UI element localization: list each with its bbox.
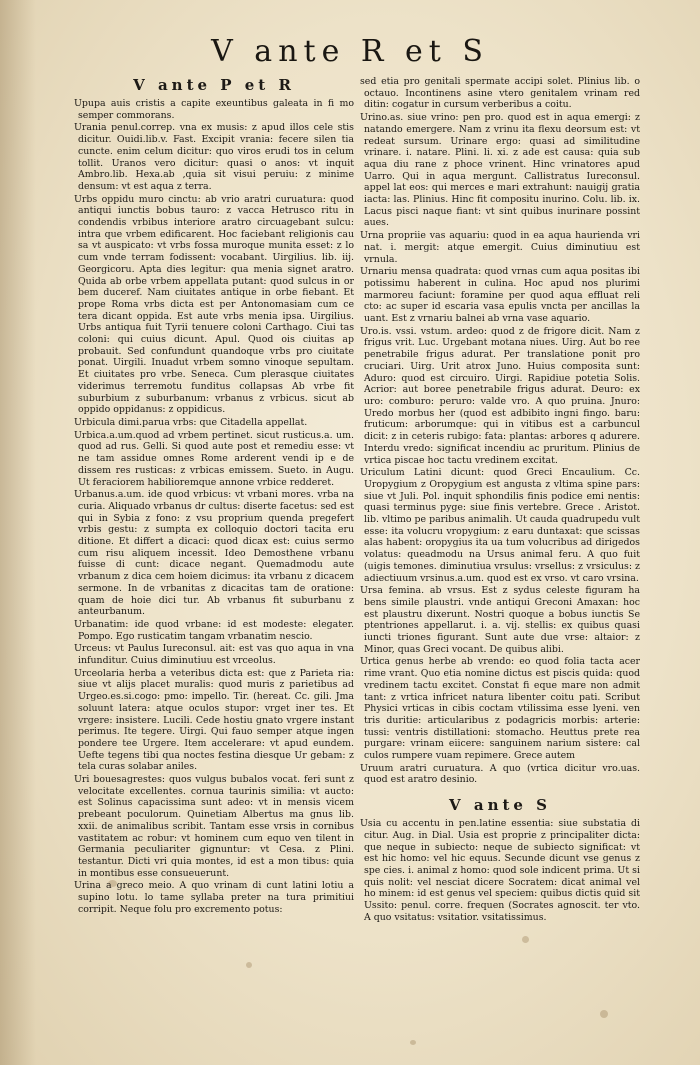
dictionary-entry: Urbanatim: ide quod vrbane: id est modeste: elegater. Pompo. Ego rusticatim tangam vrbanatim nescio.	[74, 618, 354, 642]
dictionary-entry: Uro.is. vssi. vstum. ardeo: quod z de frigore dicit. Nam z frigus vrit. Luc. Urgebant motana niues. Uirg. Aut bo ree penetrabile frigus adurat. Per translatione ponit pro cruciari. Uirg. Urit atrox Juno. Huius composita sunt: Aduro: quod est circuiro. Uirgi. Rapidiue potetia Solis. Acrior: aut boree penetrabile frigus adurat. Deuro: ex uro: comburo: peruro: valde vro. A quo pruina. Jnuro: Uredo morbus her (quod est adbibito ingni fingo. baru: fruticum: arborumque: qui in vitibus est a carbuncul dicit: z in ceteris rubigo: fata: plantas: arbores q adurere. Interdu vredo: significat incendiu ac pruritum. Plinius de vrtica piscae hoc tactu vredinem excitat.	[360, 325, 640, 466]
dictionary-entry: Uriculum Latini dicunt: quod Greci Encaulium. Cc. Uropygium z Oropygium est angusta z vltima spine pars: siue vt Juli. Pol. inquit sphondilis finis podice emi nentis: quasi terminus pyge: siue finis vertebre. Grece . Aristot. lib. vltimo pe paribus animalih. Ut cauda quadrupedu vult esse: ita volucru vropygium: z earu duntaxat: que scissas alas habent: oropygius ita ua tum volucribus ad dirigedos volatus: queadmodu na Ursus animal feru. A quo fuit (uigis temones. diminutiua vrsulus: vrsellus: z vrsiculus: z adiectiuum vrsinus.a.um. quod est ex vrso. vt caro vrsina.	[360, 467, 640, 584]
dictionary-entry: Urbs oppidu muro cinctu: ab vrio aratri curuatura: quod antiqui iunctis bobus tauro: z vacca Hetrusco ritu in condendis vrbibus interiore aratro circuagebant sulcu: intra que vrbem edificarent. Hoc faciebant religionis cau sa vt auspicato: vt vrbs fossa muroque munita esset: z lo cum vnde terram fodissent: vocabant. Uirgilius. lib. iij. Georgicoru. Apta dies legitur: qua menia signet aratro. Quida ab orbe vrbem appellata putant: quod sulcus in or bem duceref. Nam ciuitates antique in orbe fiebant. Et prope Roma vrbs dicta est per Antonomasiam cum ce tera dicant oppida. Est aute vrbs menia ipsa. Uirgilius. Urbs antiqua fuit Tyrii tenuere coloni Carthago. Ciui tas coloni: qui cuius dicunt. Apul. Quod ois ciuitas ap probauit. Sed confundunt quandoque vrbs pro ciuitate ponat. Uirgili. Inuadut vrbem somno vinoque sepultam. Et ciuitates pro vrbe. Seneca. Cum plerasque ciuitates viderimus terremotu funditus collapsas Ab vrbe fit suburbium z suburbanum: vrbanus z vrbicus. sicut ab oppido oppidanus: z oppidicus.	[74, 193, 354, 416]
dictionary-entry: Usia cu accentu in pen.latine essentia: siue substatia di citur. Aug. in Dial. Usia est proprie z principaliter dicta: que neque in subiecto: neque de subiecto significat: vt est hic homo: vel hic equus. Secunde dicunt vse genus z spe cies. i. animal z homo: quod sole indicent prima. Ut si quis nolit: vel nesciat dicere Socratem: dicat animal vel ho minem: id est genus vel speciem: quibus dictis quid sit Ussito: penul. corre. frequen (Socrates agnoscit. ter vto. A quo vsitatus: vsitatior. vsitatissimus.	[360, 818, 640, 923]
dictionary-entry: Urceus: vt Paulus Iureconsul. ait: est vas quo aqua in vna infunditur. Cuius diminutiuu est vrceolus.	[74, 643, 354, 667]
dictionary-entry: Urania penul.correp. vna ex musis: z apud illos cele stis dicitur. Ouidi.lib.v. Fast. Excipit vrania: fecere silen tia cuncte. enim celum dicitur: quo viros erudi tos in celum tollit. Uranos vero dicitur: quasi o anos: vt inquit Ambro.lib. Hexa.ab ,quia sit visui peruiu: z minime densum: vt est aqua z terra.	[74, 122, 354, 192]
dictionary-entry: Urbica.a.um.quod ad vrbem pertinet. sicut rusticus.a. um. quod ad rus. Gelli. Si quod aute post et remediu esse: vt ne tam assidue omnes Rome arderent vendi ip e de dissem res rusticas: z vrbicas emissem. Sueto. in Augu. Ut feraciorem habilioremque annone vrbice redderet.	[74, 429, 354, 488]
foxing-stain	[410, 1040, 416, 1045]
dictionary-entry: Ursa femina. ab vrsus. Est z sydus celeste figuram ha bens simile plaustri. vnde antiqui Greconi Amaxan: hoc est plaustru dixerunt. Nostri quoque a bobus iunctis Se ptentriones appellarut. i. a. vij. stellis: ex quibus quasi iuncti triones figurant. Sunt aute due vrse: altaior: z Minor, quas Greci vocant. De quibus alibi.	[360, 585, 640, 655]
foxing-stain	[600, 1010, 608, 1018]
foxing-stain	[246, 962, 252, 968]
dictionary-entry: Uri bouesagrestes: quos vulgus bubalos vocat. feri sunt z velocitate excellentes. cornua taurinis similia: vt aucto: est Solinus capacissima sunt adeo: vt in mensis vicem prebeant poculorum. Quinetiam Albertus ma gnus lib. xxii. de animalibus scribit. Tantam esse vrsis in cornibus vastitatem ac robur: vt hominem cum equo ven tilent in Germania peculiariter gignuntur: vt Cesa. z Plini. testantur. Dicti vri quia montes, id est a mon tibus: quia in montibus esse consueuerunt.	[74, 774, 354, 879]
dictionary-entry: Uruum aratri curuatura. A quo (vrtica dicitur vro.uas. quod est aratro desinio.	[360, 762, 640, 786]
dictionary-entry: Urnariu mensa quadrata: quod vrnas cum aqua positas ibi potissimu haberent in culina. Hoc apud nos plurimi marmoreu faciunt: foramine per quod aqua effluat reli cto: ac super id escaria vasa epulis vncta per ancillas la uant. Est z vrnariu balnei ab vrna vase aquario.	[360, 266, 640, 325]
dictionary-entry: sed etia pro genitali spermate accipi solet. Plinius lib. o octauo. Incontinens asine vtero genitalem vrinam red ditin: cogatur in cursum verberibus a coitu.	[360, 76, 640, 111]
dictionary-entry: Urino.as. siue vrino: pen pro. quod est in aqua emergi: z natando emergere. Nam z vrinu ita flexu deorsum est: vt redeat sursum. Urinare ergo: quasi ad similitudine vrinare. i. natare. Plini. li. xi. z ade est causa: quia sub aqua diu rane z phoce vrinent. Hinc vrinatores apud Uarro. Qui in aqua mergunt. Callistratus Iureconsul. appel lat eos: qui merces e mari extrahunt: nauigij gratia iacta: las. Plinius. Hinc fit compositu inurino. Colu. lib. ix. Lacus pisci naque fiant: vt sint quibus inurinare possint aues.	[360, 112, 640, 229]
dictionary-entry: Urtica genus herbe ab vrendo: eo quod folia tacta acer rime vrant. Quo etia nomine dictus est piscis quida: quod vredinem tactu excitet. Constat fi eque mare non admit tant: z vrtica infricet natura libenter coitu pati. Scribut Physici vrticas in cibis coctam vtilissima esse lyeni. ven tris duritie: articularibus z podagricis morbis: arterie: tussi: ventris distillationi: stomacho. Heuttus prete rea purgare: vrinam eiicere: sanguinem narium sistere: cal culos rumpere vuam repimere. Grece autem	[360, 656, 640, 762]
right-column	[360, 76, 640, 925]
left-column	[74, 76, 354, 917]
foxing-stain	[522, 936, 529, 943]
section-heading: V ante S	[448, 796, 551, 815]
dictionary-entry: Urbanus.a.um. ide quod vrbicus: vt vrbani mores. vrba na curia. Aliquado vrbanus dr cultus: diserte facetus: sed est qui in Sybia z fono: z vsu proprium quenda pregefert vrbis gestu: z sumpta ex colloquio doctori tacita eru ditione. Et differt a dicaci: quod dicax est: cuius sermo cum risu aliquem incessit. Ideo Demosthene vrbanu fuisse di cunt: dicace negant. Quemadmodu aute vrbanum z dica cem hoiem dicimus: ita vrbanu z dicacem sermone. In de vrbanitas z dicacitas tam de oratione: quam de hoie dici tur. Ab vrbanus fit suburbanu z anteurbanum.	[74, 489, 354, 618]
dictionary-entry: Urna propriie vas aquariu: quod in ea aqua haurienda vri nat. i. mergit: atque emergit. Cuius diminutiuu est vrnula.	[360, 230, 640, 265]
dictionary-entry: Urina a greco meio. A quo vrinam di cunt latini lotiu a supino lotu. lo tame syllaba preter na tura primitiui corripit. Neque folu pro excremento potus:	[74, 880, 354, 915]
section-heading: V ante P et R	[133, 76, 295, 94]
dictionary-entry: Urceolaria herba a veteribus dicta est: que z Parieta ria: siue vt alijs placet muralis: quod muris z parietibus ad Urgeo.es.si.cogo: pmo: impello. Tir. (hereat. Cc. gili. Jma soluunt latera: atque oculos stupor: vrget iner tes. Et vrgere: insistere. Lucili. Cede hostiu gnato vrgere instant perimus. Ite tegere. Uirgi. Qui fauo semper atque ingen pondere tee Urgere. Item accelerare: vt apud eundem. Uefte tegens tibi qua noctes festina diesque Ur gebam: z tela curas solabar aniles.	[74, 667, 354, 773]
dictionary-entry: Upupa auis cristis a capite exeuntibus galeata in fi mo semper commorans.	[74, 98, 354, 121]
running-head: V ante R et S	[211, 34, 489, 69]
dictionary-entry: Urbicula dimi.parua vrbs: que Citadella appellat.	[74, 416, 308, 428]
